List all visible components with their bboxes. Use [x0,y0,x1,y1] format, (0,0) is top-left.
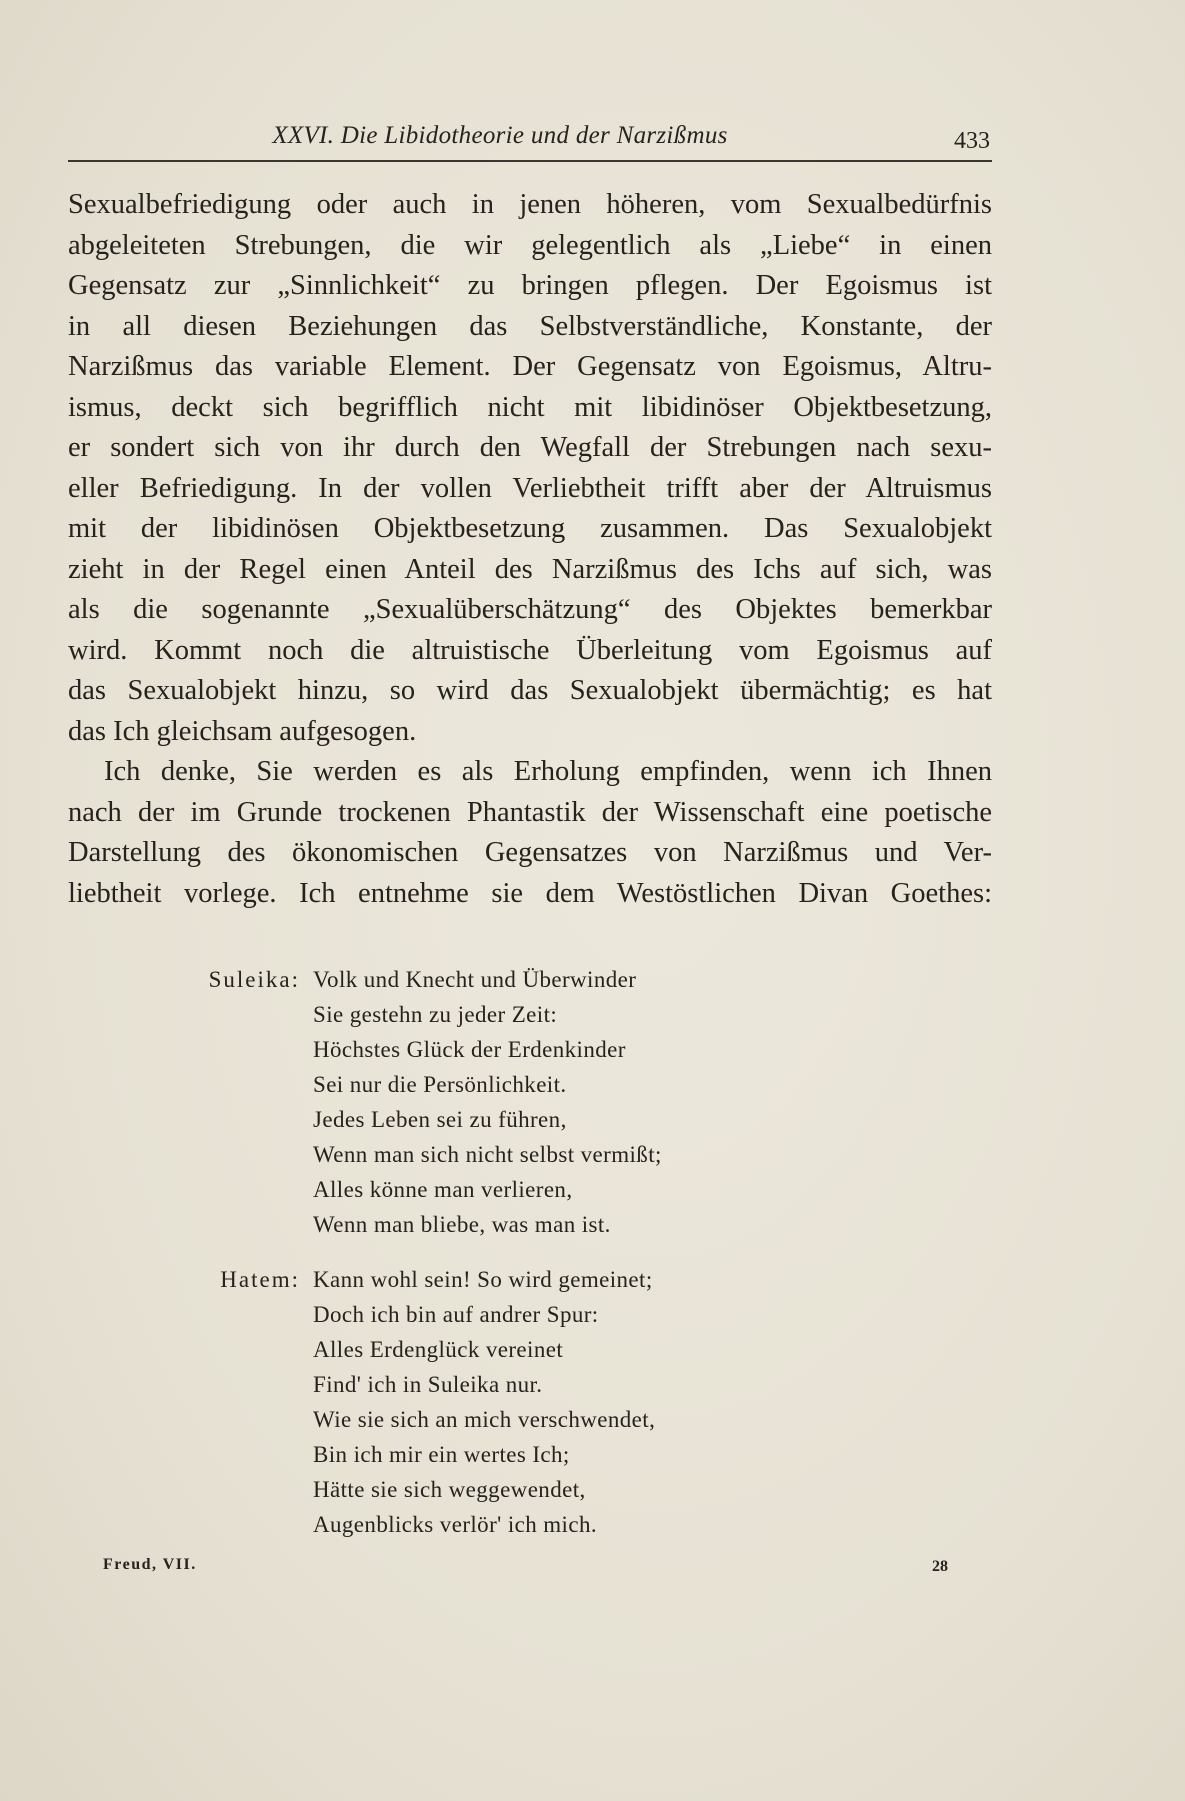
text-line: er sondert sich von ihr durch den Wegfall der Strebungen nach sexu- [68,432,992,463]
verse-line: Doch ich bin auf andrer Spur: [313,1302,599,1327]
text-line: als die sogenannte „Sexualüberschätzung“ des Objektes bemerkbar [68,594,992,625]
body-text [68,185,992,914]
verse-line: Bin ich mir ein wertes Ich; [313,1442,570,1467]
verse-line: Sie gestehn zu jeder Zeit: [313,1002,558,1027]
verse-line: Sei nur die Persönlichkeit. [313,1072,567,1097]
verse-line: Alles Erdenglück vereinet [313,1337,564,1362]
text-line: Gegensatz zur „Sinnlichkeit“ zu bringen pflegen. Der Egoismus ist [68,270,992,301]
verse-line: Höchstes Glück der Erdenkinder [313,1037,626,1062]
chapter-title: XXVI. Die Libidotheorie und der Narzißmus [272,122,728,149]
text-line: das Sexualobjekt hinzu, so wird das Sexualobjekt übermächtig; es hat [68,675,992,706]
text-line: wird. Kommt noch die altruistische Überleitung vom Egoismus auf [68,634,992,666]
stanza-hatem [180,1262,880,1542]
page-number: 433 [954,128,990,154]
text-line: zieht in der Regel einen Anteil des Narzißmus des Ichs auf sich, was [68,553,992,585]
verse-line: Wenn man sich nicht selbst vermißt; [313,1142,662,1167]
verse-line: Wie sie sich an mich verschwendet, [313,1407,656,1432]
text-line: nach der im Grunde trockenen Phantastik der Wissenschaft eine poetische [68,796,992,828]
text-line: in all diesen Beziehungen das Selbstverständliche, Konstante, der [68,310,992,342]
verse-line: Find' ich in Suleika nur. [313,1372,543,1397]
verse-line: Kann wohl sein! So wird gemeinet; [313,1267,653,1292]
text-line: Sexualbefriedigung oder auch in jenen höheren, vom Sexualbedürfnis [68,189,992,220]
text-line: abgeleiteten Strebungen, die wir gelegentlich als „Liebe“ in einen [68,229,992,261]
verse-block [313,1262,880,1542]
verse-line: Jedes Leben sei zu führen, [313,1107,567,1132]
signature-mark: Freud, VII. [103,1556,197,1573]
verse-line: Hätte sie sich weggewendet, [313,1477,586,1502]
sheet-number: 28 [932,1558,948,1575]
running-header [68,120,992,162]
text-line: Darstellung des ökonomischen Gegensatzes von Narzißmus und Ver- [68,837,992,868]
text-line: liebtheit vorlege. Ich entnehme sie dem Westöstlichen Divan Goethes: [68,877,992,909]
verse-line: Wenn man bliebe, was man ist. [313,1212,611,1237]
text-line: das Ich gleichsam aufgesogen. [68,715,417,747]
verse-block [313,962,880,1242]
text-line: Narzißmus das variable Element. Der Gegensatz von Egoismus, Altru- [68,351,992,382]
verse-line: Augenblicks verlör' ich mich. [313,1512,598,1537]
text-line: Ich denke, Sie werden es als Erholung empfinden, wenn ich Ihnen [104,756,992,787]
stanza-suleika [180,962,880,1242]
speaker-name: Suleika: [208,967,300,992]
text-line: mit der libidinösen Objektbesetzung zusammen. Das Sexualobjekt [68,513,992,544]
verse-line: Volk und Knecht und Überwinder [313,967,637,992]
text-line: eller Befriedigung. In der vollen Verliebtheit trifft aber der Altruismus [68,472,992,504]
text-line: ismus, deckt sich begrifflich nicht mit libidinöser Objektbesetzung, [68,391,992,423]
verse-line: Alles könne man verlieren, [313,1177,573,1202]
speaker-name: Hatem: [220,1267,300,1292]
poem-quotation [180,962,880,1542]
